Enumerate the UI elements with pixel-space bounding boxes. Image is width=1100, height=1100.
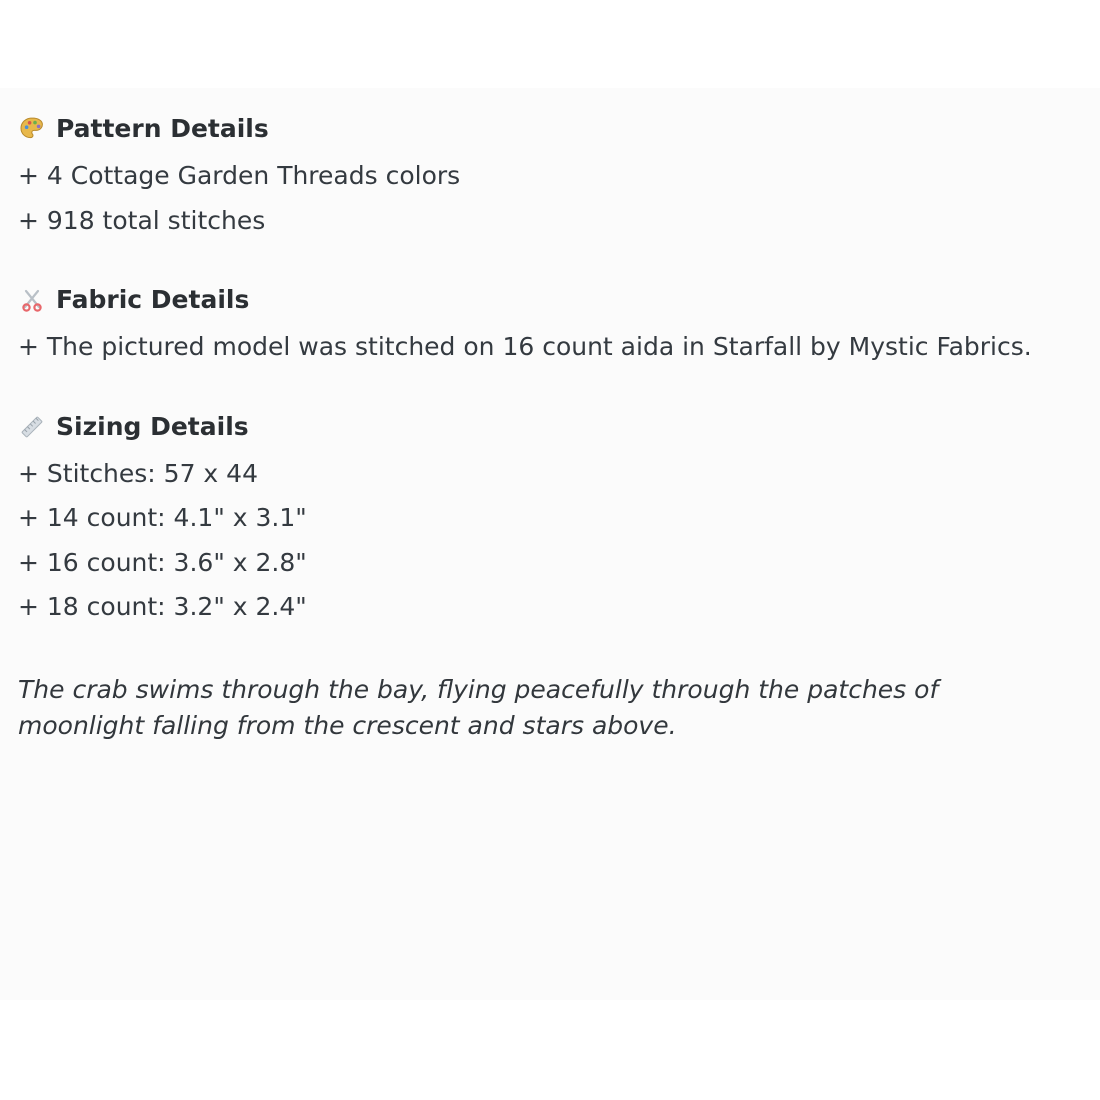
scissors-icon <box>18 286 46 314</box>
section-sizing-details <box>18 412 1060 625</box>
pattern-details-heading-text: Pattern Details <box>56 114 269 143</box>
fabric-details-line-1: + The pictured model was stitched on 16 count aida in Starfall by Mystic Fabrics. <box>18 332 1032 361</box>
section-fabric-details <box>18 285 1060 365</box>
spacer-1 <box>18 247 1060 285</box>
sizing-details-line-2: + 14 count: 4.1" x 3.1" <box>18 503 307 532</box>
closing-description: The crab swims through the bay, flying peacefully through the patches of moonlight falling from the crescent and stars above. <box>18 674 939 740</box>
sizing-details-heading <box>18 412 1060 442</box>
ruler-icon <box>18 413 46 441</box>
pattern-description-panel <box>0 88 1100 1000</box>
sizing-details-line-1: + Stitches: 57 x 44 <box>18 458 258 488</box>
section-pattern-details <box>18 114 1060 238</box>
spacer-2 <box>18 374 1060 412</box>
sizing-details-heading-text: Sizing Details <box>56 411 249 441</box>
fabric-details-heading-text: Fabric Details <box>56 285 250 314</box>
palette-icon <box>18 115 46 143</box>
sizing-details-line-3: + 16 count: 3.6" x 2.8" <box>18 547 307 577</box>
pattern-details-heading <box>18 114 1060 144</box>
pattern-details-line-2: + 918 total stitches <box>18 205 266 235</box>
fabric-details-heading <box>18 285 1060 315</box>
pattern-details-line-1: + 4 Cottage Garden Threads colors <box>18 161 461 190</box>
spacer-3 <box>18 634 1060 672</box>
sizing-details-line-4: + 18 count: 3.2" x 2.4" <box>18 592 307 621</box>
